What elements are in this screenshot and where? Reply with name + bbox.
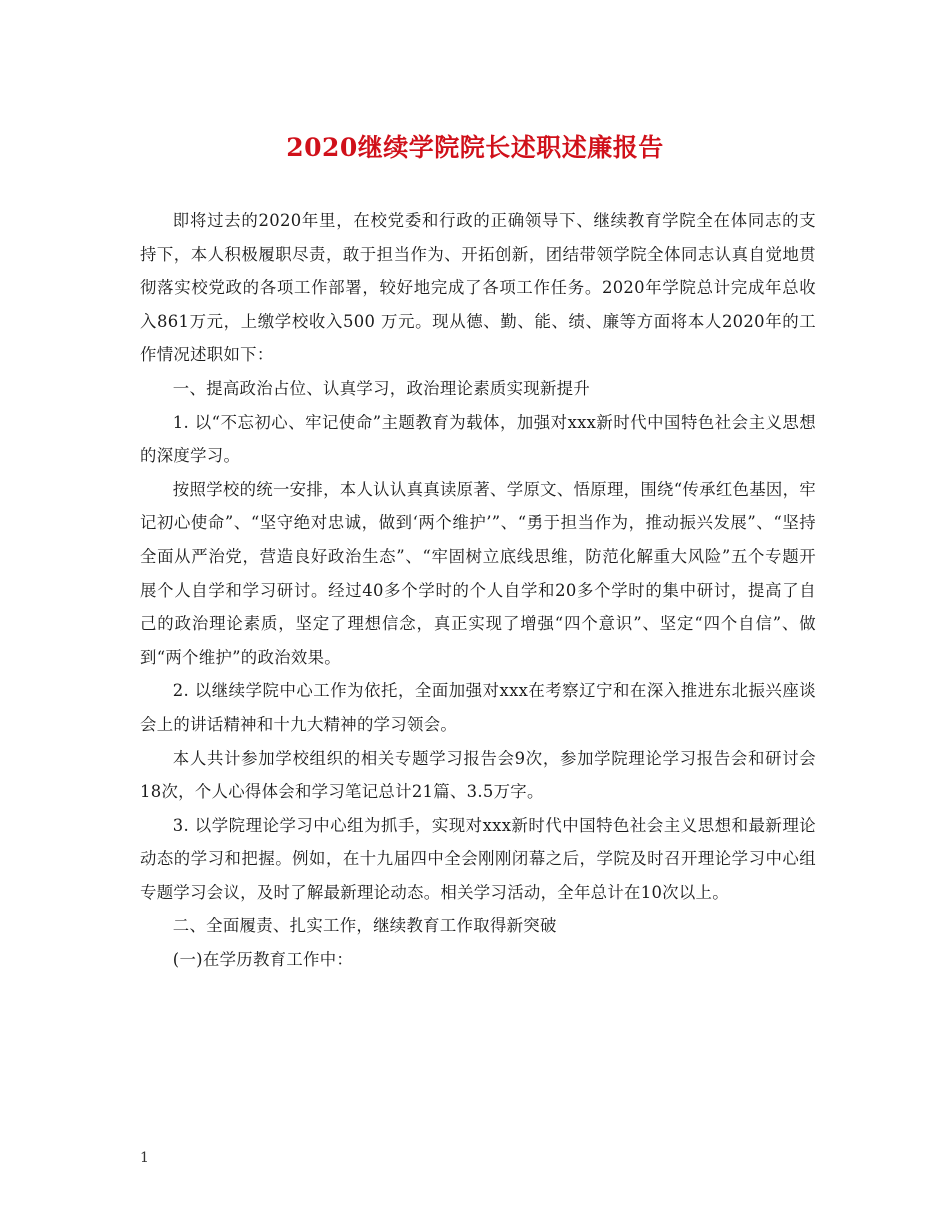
paragraph-study-details: 按照学校的统一安排，本人认认真真读原著、学原文、悟原理，围绕“传承红色基因，牢记初心使命”、“坚守绝对忠诚，做到‘两个维护’”、“勇于担当作为，推动振兴发展”、“坚持全面从严治党，营造良好政治生态”、“牢固树立底线思维，防范化解重大风险”五个专题开展个人自学和学习研讨。经过40多个学时的个人自学和20多个学时的集中研讨，提高了自己的政治理论素质，坚定了理想信念，真正实现了增强“四个意识”、坚定“四个自信”、做到“两个维护”的政治效果。 — [140, 479, 816, 667]
list-item-1: 1. 以“不忘初心、牢记使命”主题教育为载体，加强对xxx新时代中国特色社会主义思想的深度学习。 — [140, 412, 816, 466]
section-heading-1: 一、提高政治占位、认真学习，政治理论素质实现新提升 — [172, 378, 591, 398]
section-heading-2: 二、全面履责、扎实工作，继续教育工作取得新突破 — [172, 916, 557, 936]
document-body — [140, 204, 816, 977]
list-item-3: 3. 以学院理论学习中心组为抓手，实现对xxx新时代中国特色社会主义思想和最新理论动态的学习和把握。例如，在十九届四中全会刚刚闭幕之后，学院及时召开理论学习中心组专题学习会议，及时了解最新理论动态。相关学习活动，全年总计在10次以上。 — [140, 815, 816, 902]
paragraph-meetings: 本人共计参加学校组织的相关专题学习报告会9次，参加学院理论学习报告会和研讨会18次，个人心得体会和学习笔记总计21篇、3.5万字。 — [140, 748, 816, 802]
page-number: 1 — [140, 1150, 149, 1166]
paragraph-intro: 即将过去的2020年里，在校党委和行政的正确领导下、继续教育学院全在体同志的支持下，本人积极履职尽责，敢于担当作为、开拓创新，团结带领学院全体同志认真自觉地贯彻落实校党政的各项工作部署，较好地完成了各项工作任务。2020年学院总计完成年总收入861万元，上缴学校收入500 万元。现从德、勤、能、绩、廉等方面将本人2020年的工作情况述职如下： — [140, 211, 816, 365]
list-item-2: 2. 以继续学院中心工作为依托，全面加强对xxx在考察辽宁和在深入推进东北振兴座谈会上的讲话精神和十九大精神的学习领会。 — [140, 681, 816, 734]
document-title: 2020继续学院院长述职述廉报告 — [286, 133, 664, 162]
subsection-heading-1: (一)在学历教育工作中： — [172, 950, 354, 970]
